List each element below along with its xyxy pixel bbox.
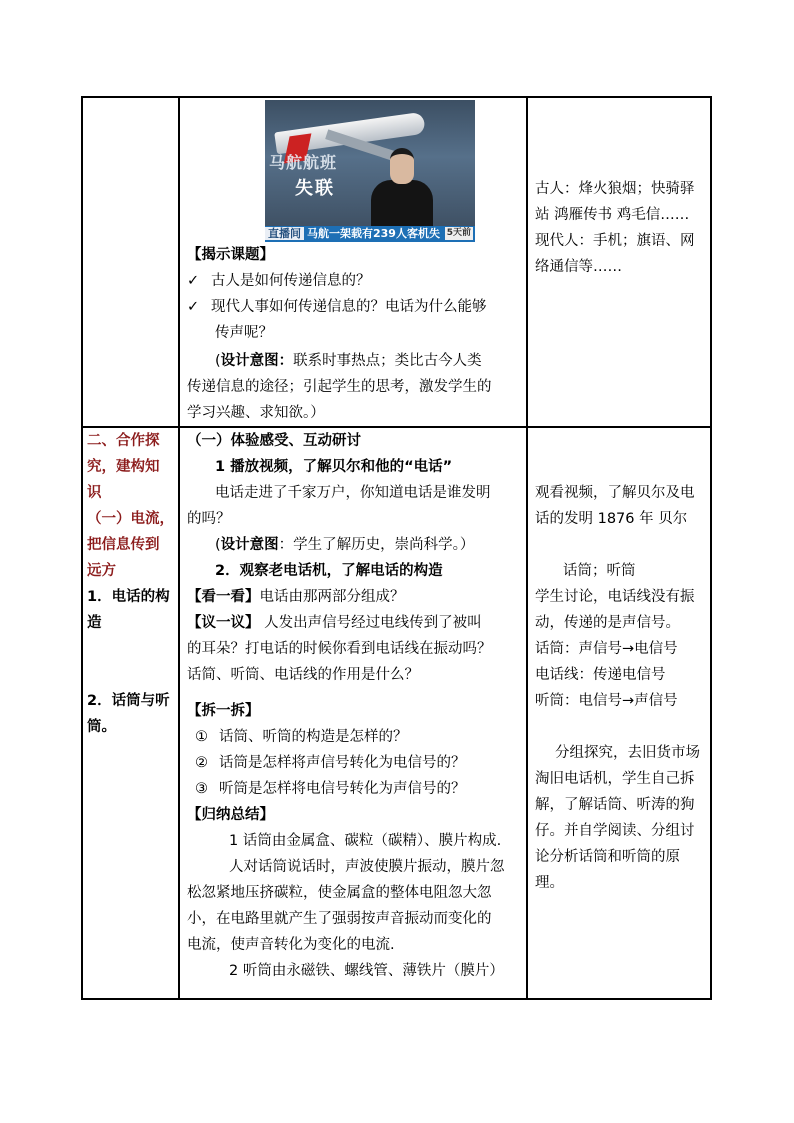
row2-middle-text: （一）体验感受、互动研讨 1 播放视频，了解贝尔和他的“电话” 电话走进了千家万户，你知道电话是谁发明 的吗？ (设计意图：学生了解历史，崇尚科学。） 2．观察老电话机，了解电话的构造 【看一看】电话由那两部分组成？ 【议一议】 人发出声信号经过电线传到了被叫 的耳朵？打电话的时候你看到电话线在振动吗？ 话简、听筒、电话线的作用是什么？ 【拆一拆】 ① 话筒、听筒的构造是怎样的？ ② 话筒是怎样将声信号转化为电信号的？ ③ 听筒是怎样将电信号转化为声信号的？ 【归纳总结】 1 话筒由金属盒、碳粒（碳精）、膜片构成. 人对话筒说话时，声波使膜片振动，膜片忽 松忽紧地压挤碳粒，使金属盒的整体电阻忽大忽 小，在电路里就产生了强弱按声音振动而变化的 电流，使声音转化为变化的电流. 2 听筒由永磁铁、螺线管、薄铁片（膜片） <box>187 428 523 984</box>
checkmark-icon: ✓ <box>187 273 200 289</box>
bullet-item-cont: 传声呢？ <box>215 325 273 341</box>
bullet-item: ✓ 古人是如何传递信息的？ <box>187 268 523 294</box>
checkmark-icon: ✓ <box>187 299 200 315</box>
bullet-item: ✓ 现代人事如何传递信息的？电话为什么能够 <box>187 294 523 320</box>
row2-left-text: 二、合作探 究，建构知 识 （一）电流， 把信息传到 远方 1．电话的构 造 2．话筒与听 筒。 <box>87 428 177 740</box>
design-intent-line: 学习兴趣、求知欲。） <box>187 405 325 421</box>
ticker-text: 马航一架载有239人客机失 <box>307 227 440 240</box>
section-title: （一）体验感受、互动研讨 <box>187 433 361 449</box>
ticker-time: 5天前 <box>446 228 471 238</box>
column-divider <box>178 98 180 998</box>
row2-right-text: 观看视频，了解贝尔及电 话的发明 1876 年 贝尔 话筒；听筒 学生讨论，电话线没有振 动，传递的是声信号。 话筒：声信号→电信号 电话线：传递电信号 听筒：电信号→声信号 分组探究，去旧货市场 淘旧电话机，学生自己拆 解，了解话筒、听涛的狗 仔。并自学阅读、分组讨 论分析话筒和听筒的原 理。 <box>535 485 700 891</box>
row1-middle-text <box>187 242 523 426</box>
subsection-structure: 1．电话的构 <box>87 589 170 605</box>
design-intent: (设计意图：联系时事热点；类比古今人类 <box>215 353 482 369</box>
news-image <box>265 100 475 242</box>
design-intent: (设计意图：学生了解历史，崇尚科学。） <box>215 537 475 553</box>
lesson-table <box>81 96 712 1000</box>
subsection-mic-receiver: 2．话筒与听 <box>87 693 170 709</box>
news-overlay-subtitle: 失联 <box>295 178 335 199</box>
ticker-label: 直播间 <box>265 227 304 240</box>
news-ticker <box>265 226 475 242</box>
news-anchor-graphic <box>365 146 439 222</box>
reveal-topic-heading: 【揭示课题】 <box>187 247 274 263</box>
row1-right-text: 古人：烽火狼烟；快骑驿 站 鸿雁传书 鸡毛信…… 现代人：手机；旗语、网 络通信等…… <box>535 181 695 275</box>
news-overlay-title: 马航航班 <box>269 153 338 172</box>
column-divider <box>526 98 528 998</box>
design-intent-line: 传递信息的途径；引起学生的思考，激发学生的 <box>187 379 492 395</box>
